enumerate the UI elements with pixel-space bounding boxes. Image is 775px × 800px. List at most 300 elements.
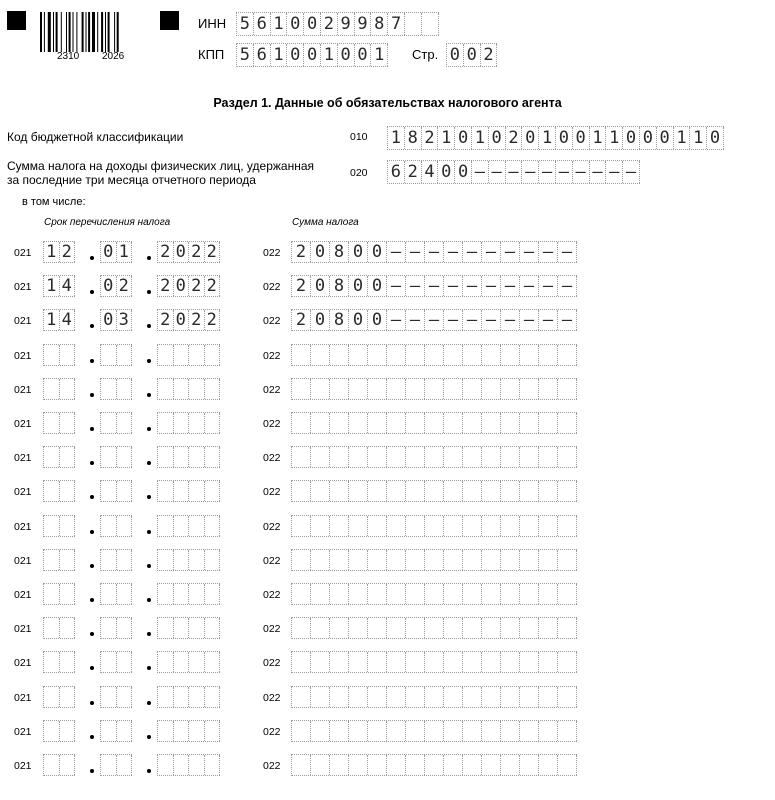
sum-cell xyxy=(349,413,368,433)
year-cell xyxy=(174,413,190,433)
sum-cell xyxy=(387,345,406,365)
date-separator-dot xyxy=(90,495,94,499)
sum-cell xyxy=(368,345,387,365)
day-field[interactable] xyxy=(43,651,75,673)
kbk-cell: 2 xyxy=(506,127,523,149)
sum-cell xyxy=(558,618,577,638)
kbk-field[interactable] xyxy=(387,126,724,150)
sum-cell xyxy=(558,550,577,570)
sum-column-header: Сумма налога xyxy=(292,217,359,228)
sum-field[interactable] xyxy=(291,651,577,673)
tax-cell: 4 xyxy=(422,161,439,183)
kpp-cell: 0 xyxy=(338,44,355,66)
sum-cell xyxy=(463,447,482,467)
day-field[interactable] xyxy=(43,515,75,537)
sum-cell xyxy=(406,481,425,501)
sum-cell xyxy=(406,721,425,741)
sum-code: 022 xyxy=(263,315,281,327)
sum-cell xyxy=(558,379,577,399)
sum-cell xyxy=(463,379,482,399)
sum-cell xyxy=(311,755,330,775)
barcode-number-left: 2310 xyxy=(57,51,80,62)
sum-field[interactable] xyxy=(291,617,577,639)
sum-cell: – xyxy=(387,310,406,330)
year-cell: 2 xyxy=(205,242,221,262)
kbk-cell: 0 xyxy=(573,127,590,149)
sum-cell xyxy=(406,550,425,570)
sum-field[interactable] xyxy=(291,720,577,742)
sum-cell xyxy=(558,584,577,604)
year-field[interactable] xyxy=(157,309,220,331)
sum-code: 022 xyxy=(263,247,281,259)
date-code: 021 xyxy=(14,726,32,738)
sum-field[interactable] xyxy=(291,583,577,605)
sum-cell xyxy=(425,687,444,707)
day-cell xyxy=(60,516,76,536)
date-separator-dot xyxy=(90,735,94,739)
month-cell xyxy=(101,516,117,536)
sum-cell xyxy=(368,550,387,570)
month-cell xyxy=(101,755,117,775)
sum-cell xyxy=(482,550,501,570)
sum-field[interactable] xyxy=(291,275,577,297)
sum-cell xyxy=(520,481,539,501)
year-cell xyxy=(205,379,221,399)
year-field[interactable] xyxy=(157,720,220,742)
sum-cell: 8 xyxy=(330,310,349,330)
tax-cell: 2 xyxy=(405,161,422,183)
sum-field[interactable] xyxy=(291,241,577,263)
date-separator-dot xyxy=(90,290,94,294)
date-separator-dot xyxy=(90,701,94,705)
month-field[interactable] xyxy=(100,378,132,400)
sum-cell xyxy=(349,652,368,672)
sum-cell xyxy=(501,755,520,775)
sum-cell xyxy=(292,687,311,707)
month-field[interactable] xyxy=(100,686,132,708)
sum-cell xyxy=(311,618,330,638)
year-field[interactable] xyxy=(157,412,220,434)
sum-cell xyxy=(330,447,349,467)
kbk-cell: 1 xyxy=(438,127,455,149)
sum-cell: 8 xyxy=(330,276,349,296)
kbk-label: Код бюджетной классификации xyxy=(7,130,184,144)
year-cell xyxy=(158,413,174,433)
sum-cell: – xyxy=(463,310,482,330)
sum-cell xyxy=(387,550,406,570)
date-separator-dot xyxy=(147,324,151,328)
kbk-cell: 0 xyxy=(556,127,573,149)
kpp-label: КПП xyxy=(198,47,225,62)
sum-cell xyxy=(387,379,406,399)
date-code: 021 xyxy=(14,555,32,567)
sum-cell: 2 xyxy=(292,310,311,330)
sum-field[interactable] xyxy=(291,344,577,366)
year-field[interactable] xyxy=(157,617,220,639)
month-field[interactable] xyxy=(100,583,132,605)
month-field[interactable] xyxy=(100,446,132,468)
date-separator-dot xyxy=(147,461,151,465)
sum-cell: – xyxy=(520,242,539,262)
sum-cell xyxy=(406,618,425,638)
sum-cell xyxy=(425,447,444,467)
sum-cell xyxy=(311,550,330,570)
sum-cell xyxy=(444,516,463,536)
section-title: Раздел 1. Данные об обязательствах налогового агента xyxy=(213,96,562,110)
year-field[interactable] xyxy=(157,241,220,263)
tax-cell: 0 xyxy=(438,161,455,183)
sum-cell: 0 xyxy=(368,276,387,296)
kbk-cell: 0 xyxy=(623,127,640,149)
sum-cell xyxy=(444,379,463,399)
sum-cell xyxy=(292,447,311,467)
sum-cell xyxy=(501,345,520,365)
date-code: 021 xyxy=(14,452,32,464)
year-cell xyxy=(174,584,190,604)
corner-marker-left xyxy=(7,11,26,30)
sum-cell xyxy=(406,447,425,467)
sum-field[interactable] xyxy=(291,309,577,331)
day-cell: 1 xyxy=(44,242,60,262)
date-separator-dot xyxy=(147,290,151,294)
sum-cell: – xyxy=(520,276,539,296)
day-field[interactable] xyxy=(43,720,75,742)
sum-cell xyxy=(501,481,520,501)
day-field[interactable] xyxy=(43,686,75,708)
sum-cell xyxy=(539,447,558,467)
year-cell: 2 xyxy=(189,276,205,296)
month-field[interactable] xyxy=(100,651,132,673)
kbk-cell: 1 xyxy=(606,127,623,149)
sum-code: 022 xyxy=(263,521,281,533)
sum-cell xyxy=(482,755,501,775)
month-field[interactable] xyxy=(100,480,132,502)
year-cell xyxy=(158,481,174,501)
day-field[interactable] xyxy=(43,412,75,434)
sum-cell xyxy=(520,447,539,467)
date-separator-dot xyxy=(90,427,94,431)
day-cell xyxy=(60,721,76,741)
day-field[interactable] xyxy=(43,754,75,776)
including-label: в том числе: xyxy=(22,196,86,208)
year-cell: 0 xyxy=(174,276,190,296)
sum-cell xyxy=(330,584,349,604)
sum-cell xyxy=(444,550,463,570)
sum-cell xyxy=(425,481,444,501)
day-field[interactable] xyxy=(43,446,75,468)
year-field[interactable] xyxy=(157,480,220,502)
year-field[interactable] xyxy=(157,754,220,776)
month-field[interactable] xyxy=(100,754,132,776)
kbk-cell: 0 xyxy=(489,127,506,149)
sum-field[interactable] xyxy=(291,515,577,537)
sum-cell xyxy=(539,516,558,536)
sum-cell xyxy=(387,755,406,775)
sum-cell xyxy=(330,345,349,365)
sum-cell: – xyxy=(387,242,406,262)
date-code: 021 xyxy=(14,486,32,498)
day-cell xyxy=(44,481,60,501)
day-field[interactable] xyxy=(43,378,75,400)
inn-cell: 8 xyxy=(371,13,388,35)
sum-cell xyxy=(463,755,482,775)
sum-cell: – xyxy=(425,276,444,296)
sum-field[interactable] xyxy=(291,378,577,400)
sum-cell xyxy=(425,345,444,365)
sum-cell xyxy=(463,516,482,536)
kpp-cell: 5 xyxy=(237,44,254,66)
year-cell xyxy=(174,345,190,365)
day-cell xyxy=(44,652,60,672)
month-cell xyxy=(101,584,117,604)
sum-cell xyxy=(406,687,425,707)
sum-cell xyxy=(292,379,311,399)
sum-cell xyxy=(368,447,387,467)
sum-code: 022 xyxy=(263,384,281,396)
sum-cell: – xyxy=(406,276,425,296)
sum-cell xyxy=(368,584,387,604)
sum-cell xyxy=(463,618,482,638)
sum-cell xyxy=(349,687,368,707)
sum-field[interactable] xyxy=(291,480,577,502)
sum-cell xyxy=(387,687,406,707)
tax-cell: – xyxy=(606,161,623,183)
inn-field[interactable] xyxy=(236,12,439,36)
sum-cell xyxy=(330,516,349,536)
day-field[interactable] xyxy=(43,275,75,297)
barcode-image xyxy=(40,12,144,52)
year-field[interactable] xyxy=(157,446,220,468)
sum-field[interactable] xyxy=(291,549,577,571)
tax-code: 020 xyxy=(350,167,368,179)
date-code: 021 xyxy=(14,692,32,704)
sum-field[interactable] xyxy=(291,446,577,468)
tax-cell: – xyxy=(539,161,556,183)
year-cell xyxy=(158,584,174,604)
sum-cell xyxy=(368,687,387,707)
sum-code: 022 xyxy=(263,726,281,738)
year-cell xyxy=(174,379,190,399)
date-separator-dot xyxy=(147,495,151,499)
sum-field[interactable] xyxy=(291,686,577,708)
month-field[interactable] xyxy=(100,515,132,537)
sum-cell xyxy=(292,345,311,365)
day-cell xyxy=(60,755,76,775)
kbk-cell: 0 xyxy=(522,127,539,149)
year-cell xyxy=(205,584,221,604)
sum-cell: 0 xyxy=(368,242,387,262)
sum-cell: 0 xyxy=(311,242,330,262)
sum-cell: – xyxy=(463,276,482,296)
year-cell xyxy=(158,721,174,741)
sum-cell xyxy=(292,618,311,638)
day-cell xyxy=(60,652,76,672)
month-field[interactable] xyxy=(100,309,132,331)
day-field[interactable] xyxy=(43,480,75,502)
inn-label: ИНН xyxy=(198,16,227,31)
year-cell xyxy=(189,618,205,638)
month-field[interactable] xyxy=(100,549,132,571)
tax-cell: – xyxy=(573,161,590,183)
year-cell xyxy=(205,345,221,365)
day-cell xyxy=(44,755,60,775)
sum-cell xyxy=(520,550,539,570)
sum-cell: – xyxy=(425,310,444,330)
sum-cell xyxy=(558,652,577,672)
year-cell xyxy=(189,687,205,707)
year-cell: 2 xyxy=(189,310,205,330)
inn-cell: 9 xyxy=(355,13,372,35)
year-field[interactable] xyxy=(157,275,220,297)
sum-cell xyxy=(406,379,425,399)
sum-cell xyxy=(292,652,311,672)
year-cell xyxy=(158,755,174,775)
sum-cell: 0 xyxy=(349,276,368,296)
sum-cell xyxy=(330,652,349,672)
day-cell xyxy=(60,584,76,604)
year-cell: 2 xyxy=(189,242,205,262)
year-field[interactable] xyxy=(157,686,220,708)
sum-cell xyxy=(539,550,558,570)
sum-cell xyxy=(368,413,387,433)
month-field[interactable] xyxy=(100,241,132,263)
kpp-cell: 1 xyxy=(371,44,388,66)
sum-cell xyxy=(520,652,539,672)
month-cell xyxy=(117,345,133,365)
sum-cell xyxy=(482,584,501,604)
day-cell xyxy=(44,516,60,536)
sum-cell xyxy=(539,755,558,775)
sum-field[interactable] xyxy=(291,412,577,434)
sum-cell: – xyxy=(482,276,501,296)
day-field[interactable] xyxy=(43,344,75,366)
tax-cell: – xyxy=(472,161,489,183)
date-column-header: Срок перечисления налога xyxy=(44,217,171,228)
month-field[interactable] xyxy=(100,720,132,742)
sum-cell xyxy=(539,345,558,365)
sum-cell xyxy=(501,584,520,604)
year-cell: 2 xyxy=(158,276,174,296)
sum-code: 022 xyxy=(263,623,281,635)
sum-cell: – xyxy=(463,242,482,262)
year-cell: 2 xyxy=(205,276,221,296)
day-cell xyxy=(60,481,76,501)
day-field[interactable] xyxy=(43,241,75,263)
year-field[interactable] xyxy=(157,583,220,605)
sum-cell xyxy=(425,516,444,536)
page-cell: 0 xyxy=(447,44,464,66)
date-separator-dot xyxy=(90,461,94,465)
sum-cell xyxy=(539,721,558,741)
page-cell: 0 xyxy=(464,44,481,66)
sum-cell xyxy=(311,584,330,604)
sum-cell xyxy=(482,687,501,707)
sum-cell xyxy=(444,618,463,638)
sum-cell xyxy=(444,345,463,365)
kbk-cell: 1 xyxy=(690,127,707,149)
sum-cell xyxy=(368,618,387,638)
year-field[interactable] xyxy=(157,378,220,400)
page-number-field[interactable] xyxy=(446,43,497,67)
day-cell xyxy=(60,618,76,638)
sum-cell xyxy=(387,413,406,433)
sum-cell xyxy=(349,345,368,365)
tax-sum-field[interactable] xyxy=(387,160,640,184)
sum-cell: – xyxy=(406,242,425,262)
corner-marker-right xyxy=(160,11,179,30)
day-cell xyxy=(60,413,76,433)
kbk-cell: 0 xyxy=(455,127,472,149)
kbk-cell: 1 xyxy=(674,127,691,149)
year-field[interactable] xyxy=(157,651,220,673)
year-field[interactable] xyxy=(157,515,220,537)
sum-cell xyxy=(558,687,577,707)
sum-cell xyxy=(520,721,539,741)
day-field[interactable] xyxy=(43,309,75,331)
sum-cell: – xyxy=(444,276,463,296)
day-field[interactable] xyxy=(43,583,75,605)
sum-cell xyxy=(311,379,330,399)
sum-cell xyxy=(406,413,425,433)
date-separator-dot xyxy=(147,632,151,636)
year-field[interactable] xyxy=(157,549,220,571)
sum-field[interactable] xyxy=(291,754,577,776)
kbk-cell: 0 xyxy=(657,127,674,149)
month-field[interactable] xyxy=(100,617,132,639)
month-field[interactable] xyxy=(100,412,132,434)
year-cell xyxy=(174,687,190,707)
year-cell xyxy=(205,618,221,638)
month-cell xyxy=(101,550,117,570)
sum-cell xyxy=(463,584,482,604)
sum-cell xyxy=(463,481,482,501)
kpp-field[interactable] xyxy=(236,43,388,67)
date-separator-dot xyxy=(147,666,151,670)
year-field[interactable] xyxy=(157,344,220,366)
day-field[interactable] xyxy=(43,549,75,571)
kpp-cell: 0 xyxy=(287,44,304,66)
year-cell xyxy=(189,481,205,501)
sum-cell xyxy=(558,755,577,775)
day-field[interactable] xyxy=(43,617,75,639)
month-cell xyxy=(117,618,133,638)
sum-cell xyxy=(368,516,387,536)
kbk-code: 010 xyxy=(350,131,368,143)
month-field[interactable] xyxy=(100,275,132,297)
year-cell xyxy=(158,345,174,365)
sum-cell: – xyxy=(539,310,558,330)
day-cell: 2 xyxy=(60,242,76,262)
sum-cell: – xyxy=(539,242,558,262)
month-field[interactable] xyxy=(100,344,132,366)
sum-cell xyxy=(444,721,463,741)
date-separator-dot xyxy=(147,701,151,705)
kpp-cell: 0 xyxy=(304,44,321,66)
month-cell xyxy=(101,652,117,672)
date-separator-dot xyxy=(90,359,94,363)
sum-cell xyxy=(444,687,463,707)
kbk-cell: 0 xyxy=(640,127,657,149)
barcode-number-right: 2026 xyxy=(102,51,125,62)
year-cell xyxy=(174,481,190,501)
date-separator-dot xyxy=(147,393,151,397)
sum-cell: 0 xyxy=(311,276,330,296)
sum-cell xyxy=(311,345,330,365)
sum-cell: – xyxy=(406,310,425,330)
sum-cell xyxy=(311,516,330,536)
sum-cell xyxy=(330,413,349,433)
kbk-cell: 0 xyxy=(707,127,724,149)
